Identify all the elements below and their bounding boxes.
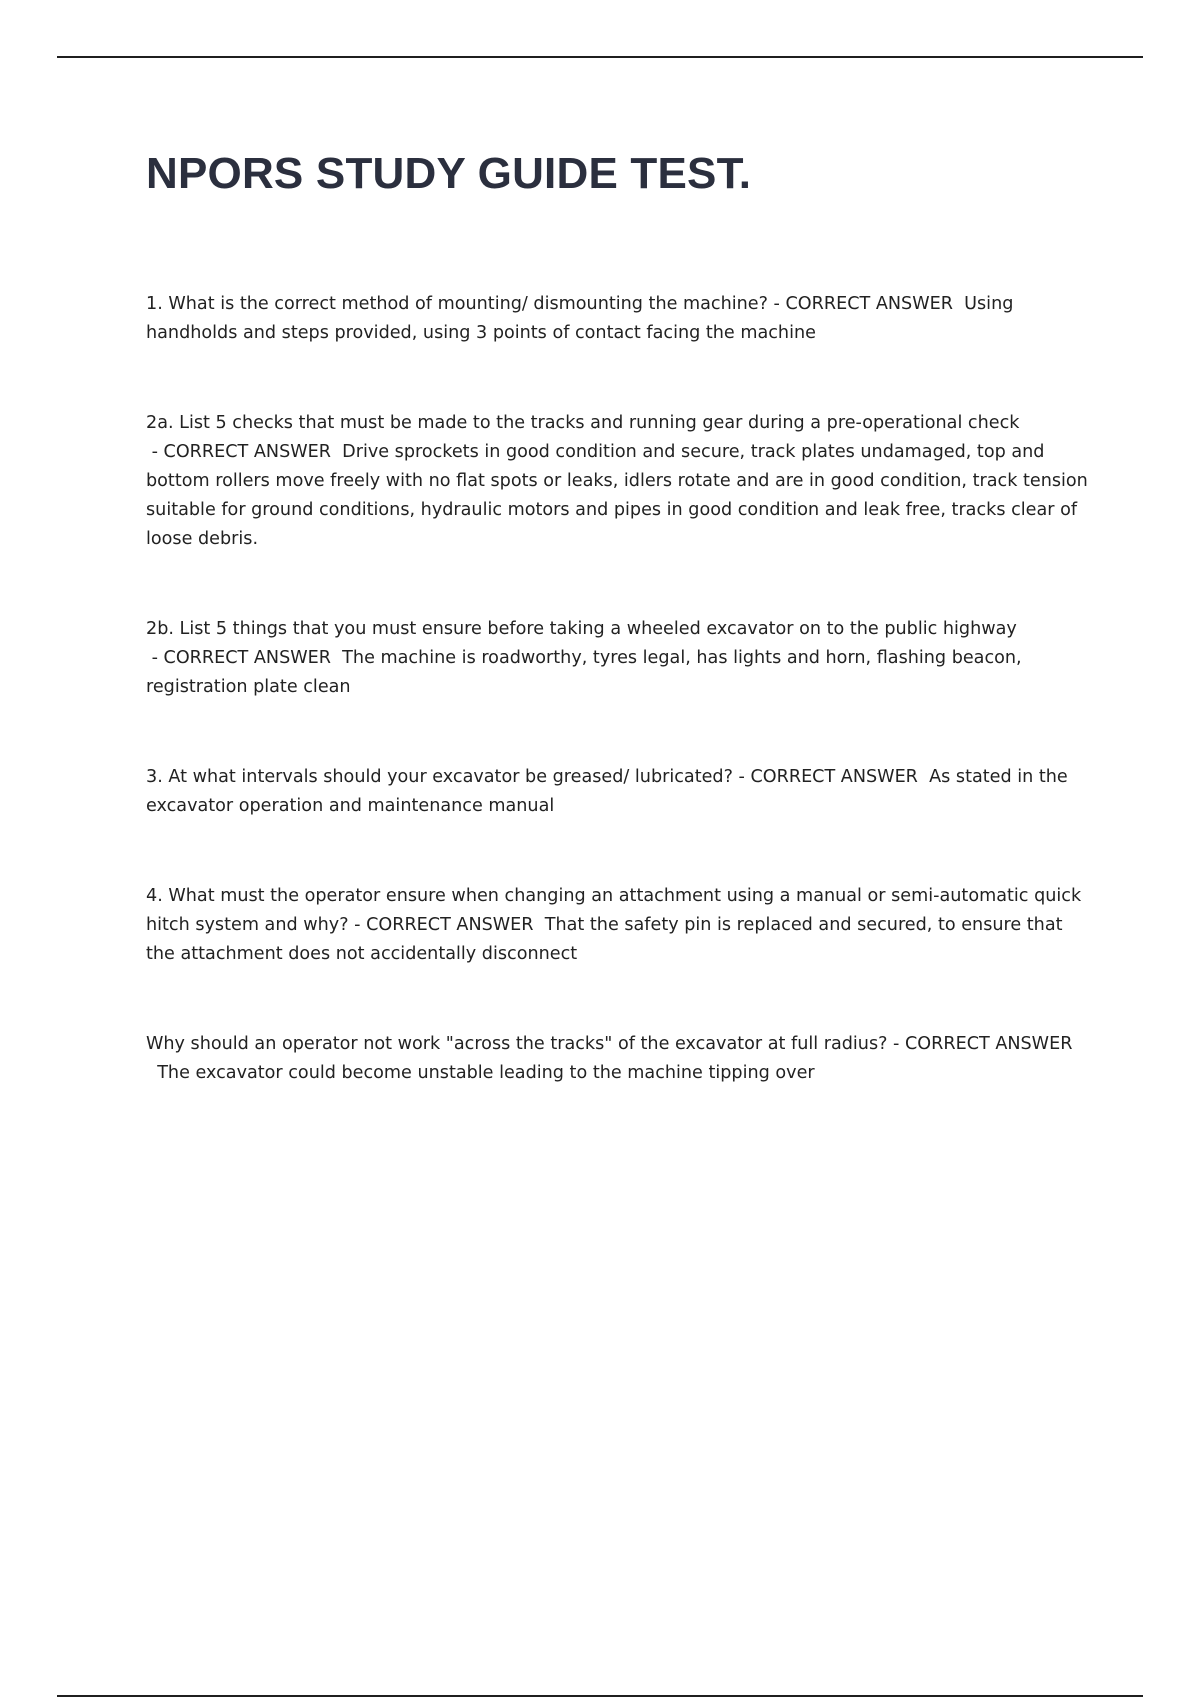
- answer-label: CORRECT ANSWER: [366, 915, 534, 935]
- bottom-rule: [57, 1695, 1143, 1697]
- answer-label: CORRECT ANSWER: [163, 648, 331, 668]
- qa-item: 4. What must the operator ensure when changing an attachment using a manual or semi-automatic quick hitch system and why? - CORRECT ANSWER That the safety pin is replaced and secured, to ensure that the attachment does not accidentally disconnect: [146, 886, 1082, 964]
- answer-label: CORRECT ANSWER: [785, 294, 953, 314]
- answer-text: Drive sprockets in good condition and secure, track plates undamaged, top and bottom rollers move freely with no flat spots or leaks, idlers rotate and are in good condition, track tension suitable for ground conditions, hydraulic motors and pipes in good condition and leak free, tracks clear of loose debris.: [146, 442, 1088, 549]
- qa-item: 3. At what intervals should your excavator be greased/ lubricated? - CORRECT ANSWER As stated in the excavator operation and maintenance manual: [146, 767, 1068, 816]
- answer-label: CORRECT ANSWER: [750, 767, 918, 787]
- answer-text: The excavator could become unstable leading to the machine tipping over: [157, 1063, 815, 1083]
- question-text: 3. At what intervals should your excavator be greased/ lubricated?: [146, 767, 733, 787]
- document-title: NPORS STUDY GUIDE TEST.: [146, 149, 752, 198]
- answer-text: That the safety pin is replaced and secured, to ensure that the attachment does not accidentally disconnect: [146, 915, 1063, 964]
- question-text: Why should an operator not work "across the tracks" of the excavator at full radius?: [146, 1034, 888, 1054]
- qa-item: 2b. List 5 things that you must ensure before taking a wheeled excavator on to the public highway - CORRECT ANSWER The machine is roadworthy, tyres legal, has lights and horn, flashing beacon, registration plate clean: [146, 619, 1022, 697]
- question-text: 1. What is the correct method of mounting/ dismounting the machine?: [146, 294, 768, 314]
- question-text: 4. What must the operator ensure when changing an attachment using a manual or semi-automatic quick hitch system and why?: [146, 886, 1082, 935]
- answer-label: CORRECT ANSWER: [905, 1034, 1073, 1054]
- question-text: 2a. List 5 checks that must be made to the tracks and running gear during a pre-operational check: [146, 413, 1020, 433]
- top-rule: [57, 56, 1143, 58]
- answer-label: CORRECT ANSWER: [163, 442, 331, 462]
- qa-item: 2a. List 5 checks that must be made to the tracks and running gear during a pre-operational check - CORRECT ANSWER Drive sprockets in good condition and secure, track plates undamaged, top and bottom rollers move freely with no flat spots or leaks, idlers rotate and are in good condition, track tension suitable for ground conditions, hydraulic motors and pipes in good condition and leak free, tracks clear of loose debris.: [146, 413, 1088, 549]
- question-text: 2b. List 5 things that you must ensure before taking a wheeled excavator on to the public highway: [146, 619, 1017, 639]
- qa-item: 1. What is the correct method of mounting/ dismounting the machine? - CORRECT ANSWER Using handholds and steps provided, using 3 points of contact facing the machine: [146, 294, 1014, 343]
- answer-text: As stated in the excavator operation and maintenance manual: [146, 767, 1068, 816]
- answer-text: Using handholds and steps provided, using 3 points of contact facing the machine: [146, 294, 1014, 343]
- answer-text: The machine is roadworthy, tyres legal, has lights and horn, flashing beacon, registration plate clean: [146, 648, 1022, 697]
- qa-list: [146, 290, 1096, 1149]
- qa-item: Why should an operator not work "across the tracks" of the excavator at full radius? - CORRECT ANSWER The excavator could become unstable leading to the machine tipping over: [146, 1034, 1073, 1083]
